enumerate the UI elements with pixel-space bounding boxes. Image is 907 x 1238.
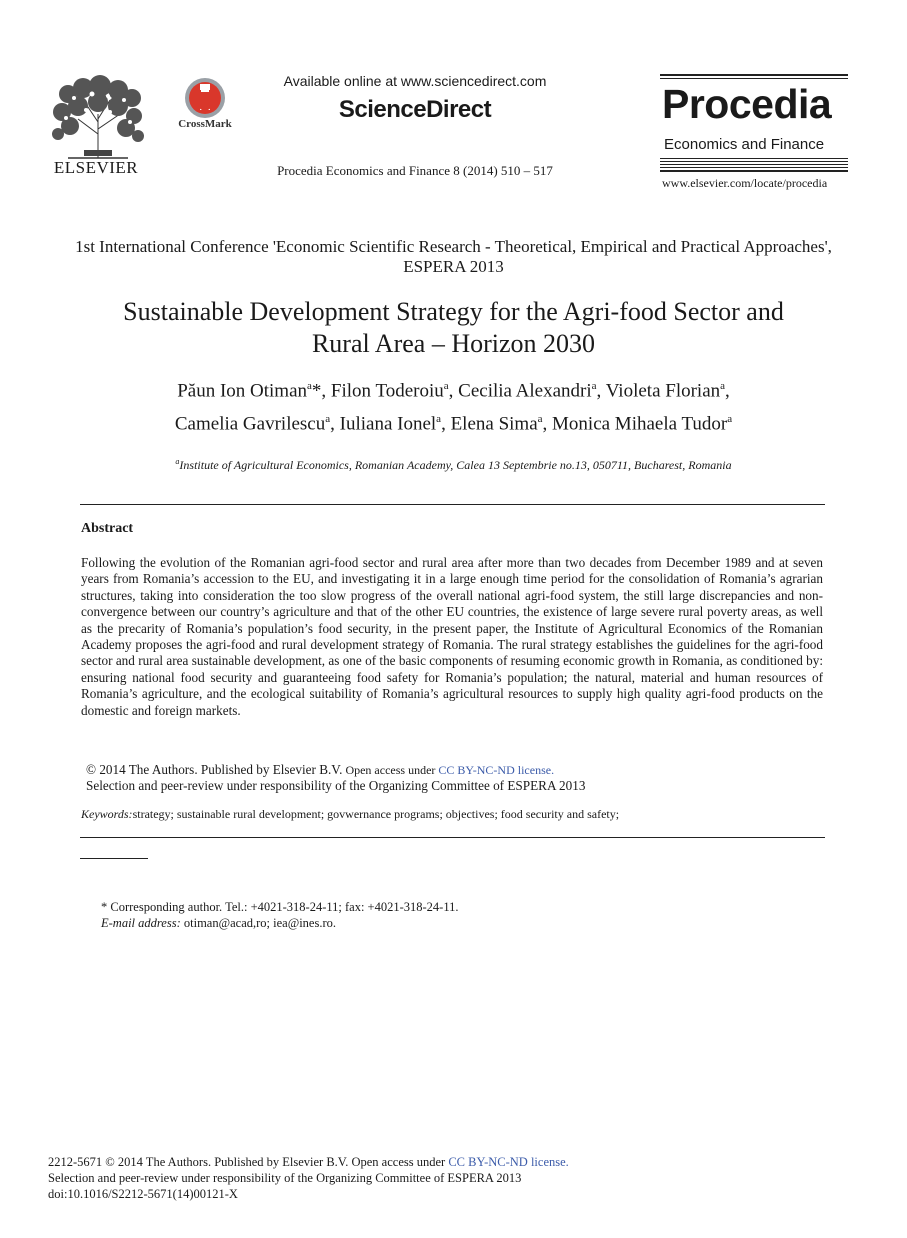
- bottom-peer-review-line: Selection and peer-review under responsibility of the Organizing Committee of ESPERA 2013: [48, 1171, 522, 1185]
- author-affiliation-mark: a: [307, 380, 312, 392]
- license-link[interactable]: CC BY-NC-ND license.: [438, 763, 555, 777]
- corresponding-author-note: * Corresponding author. Tel.: +4021-318-24-11; fax: +4021-318-24-11.: [101, 900, 459, 914]
- author-separator: ,: [330, 413, 340, 435]
- procedia-title: Procedia: [662, 81, 832, 127]
- author-separator: ,: [441, 413, 451, 435]
- author-list: [60, 372, 847, 439]
- email-note: [101, 916, 336, 931]
- bottom-license-link[interactable]: CC BY-NC-ND license.: [448, 1155, 569, 1169]
- abstract-heading: Abstract: [81, 521, 134, 536]
- author-separator: ,: [596, 380, 606, 402]
- issn-copyright-line: [48, 1155, 569, 1170]
- affiliation: [60, 457, 847, 473]
- abstract-top-rule: [80, 504, 825, 505]
- copyright-prefix: © 2014 The Authors. Published by Elsevier B.V.: [86, 762, 343, 777]
- procedia-bottom-rules: [660, 158, 848, 172]
- author-line-2: [60, 405, 847, 438]
- sciencedirect-logo: ScienceDirect: [338, 96, 492, 123]
- author-separator: ,: [448, 380, 459, 402]
- email-address[interactable]: otiman@acad,ro; iea@ines.ro.: [180, 916, 337, 930]
- email-label: E-mail address:: [101, 916, 181, 930]
- keywords-line: [81, 807, 823, 822]
- procedia-url-link[interactable]: www.elsevier.com/locate/procedia: [662, 176, 828, 190]
- corresponding-mark: *: [311, 380, 322, 402]
- affiliation-mark: a: [175, 457, 180, 466]
- author-separator: ,: [725, 380, 730, 402]
- author-affiliation-mark: a: [537, 413, 543, 426]
- paper-title-line-1: Sustainable Development Strategy for the Agri-food Sector and: [123, 297, 784, 326]
- paper-title-line-2: Rural Area – Horizon 2030: [311, 329, 596, 358]
- journal-citation: Procedia Economics and Finance 8 (2014) 510 – 517: [277, 163, 553, 178]
- author-line-1: [60, 372, 847, 405]
- author-name: Camelia Gavrilescu: [174, 413, 326, 435]
- author-name: Păun Ion Otiman: [177, 380, 308, 402]
- author-separator: ,: [321, 380, 331, 402]
- crossmark-label: CrossMark: [178, 118, 232, 130]
- author-affiliation-mark: a: [720, 380, 726, 392]
- paper-title: [60, 296, 847, 360]
- author-affiliation-mark: a: [325, 413, 331, 426]
- author-name: Elena Sima: [450, 413, 538, 435]
- elsevier-wordmark: ELSEVIER: [53, 158, 139, 177]
- abstract-bottom-rule: [80, 837, 825, 838]
- copyright-line: [86, 762, 826, 778]
- author-affiliation-mark: a: [727, 413, 733, 426]
- author-name: Monica Mihaela Tudor: [552, 413, 728, 435]
- conference-name: 1st International Conference 'Economic Scientific Research - Theoretical, Empirical and Practical Approaches', ESPERA 2013: [75, 237, 832, 276]
- author-affiliation-mark: a: [443, 380, 449, 392]
- author-name: Filon Toderoiu: [330, 380, 444, 402]
- author-affiliation-mark: a: [436, 413, 442, 426]
- affiliation-text: Institute of Agricultural Economics, Romanian Academy, Calea 13 Septembrie no.13, 050711, Bucharest, Romania: [179, 458, 732, 472]
- author-name: Cecilia Alexandri: [458, 380, 592, 402]
- author-separator: ,: [542, 413, 553, 435]
- footnote-rule: [80, 858, 148, 859]
- procedia-subtitle: Economics and Finance: [664, 136, 825, 153]
- issn-copyright-prefix: 2212-5671 © 2014 The Authors. Published by Elsevier B.V. Open access under: [48, 1155, 449, 1169]
- peer-review-line: Selection and peer-review under responsibility of the Organizing Committee of ESPERA 2013: [86, 778, 586, 793]
- abstract-body: Following the evolution of the Romanian agri-food sector and rural area after more than two decades from December 1989 and at seven years from Romania’s accession to the EU, and investigating it in a large enough time period for the consolidation of Romania’s agrarian structures, taking into consideration the too slow progress of the overall national agri-food system, the still large discrepancies and non-convergence between our country’s agriculture and that of the other EU countries, the existence of large severe rural poverty areas, as well as the precarity of Romania’s population’s food security, in the present paper, the Institute of Agricultural Economics of the Romanian Academy proposes the agri-food and rural development strategy of Romania. The rural strategy establishes the guidelines for the agri-food sector and rural area sustainable development, as one of the basic components of resuming economic growth in Romania, as conditioned by: ensuring national food security and guaranteeing food safety for Romania’s population; the natural, material and human resources of Romania’s agriculture, and the ecological suitability of Romania’s agricultural resources to supply high quality agri-food products on the domestic and foreign markets.: [81, 555, 823, 718]
- open-access-text: Open access under: [342, 763, 439, 777]
- author-name: Iuliana Ionel: [339, 413, 437, 435]
- doi-line[interactable]: doi:10.1016/S2212-5671(14)00121-X: [48, 1187, 238, 1201]
- author-name: Violeta Florian: [605, 380, 721, 402]
- author-affiliation-mark: a: [591, 380, 597, 392]
- available-online-text[interactable]: Available online at www.sciencedirect.com: [283, 73, 547, 89]
- keywords-label: Keywords:: [81, 807, 133, 821]
- keywords-text: strategy; sustainable rural development; govwernance programs; objectives; food security and safety;: [132, 807, 620, 821]
